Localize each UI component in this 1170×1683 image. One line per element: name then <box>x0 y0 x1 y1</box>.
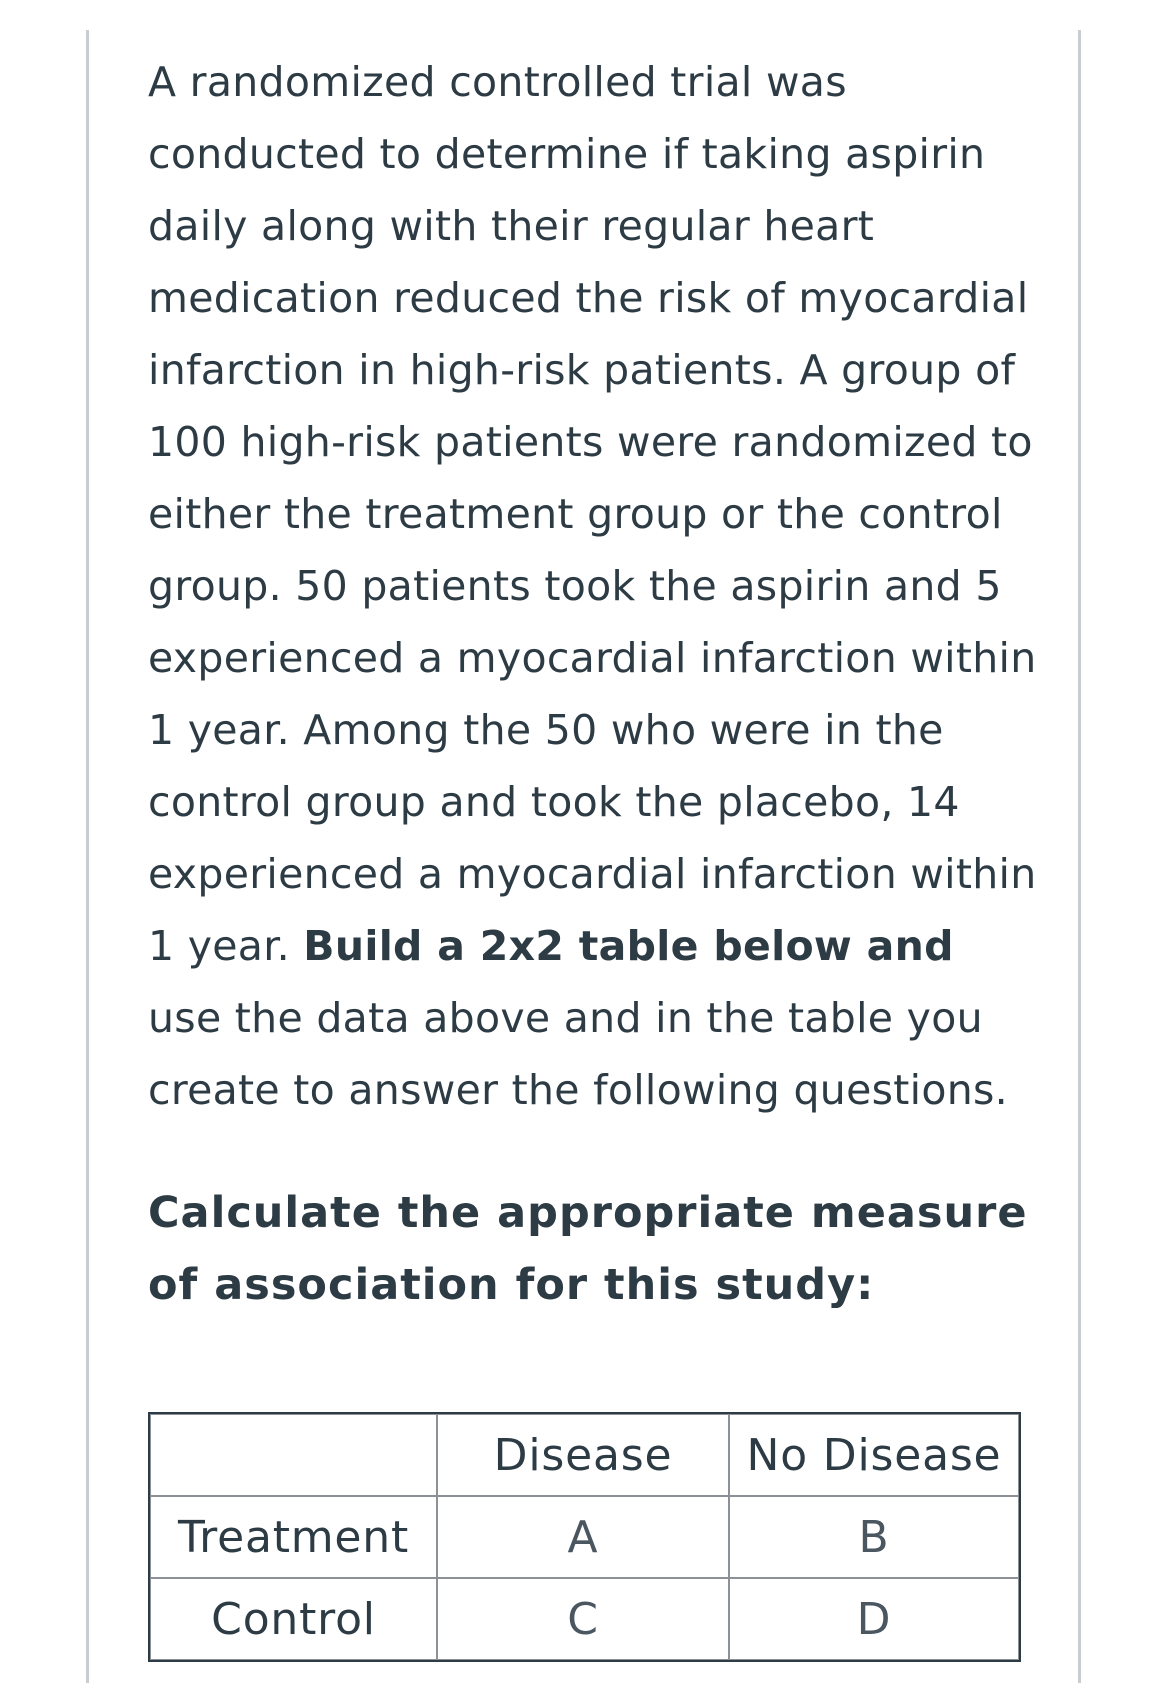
table-corner-cell <box>150 1414 437 1496</box>
contingency-table <box>148 1412 1021 1662</box>
question-text-part-2: use the data above and in the table you create to answer the following questions. <box>148 994 1008 1114</box>
cell-c: C <box>437 1578 729 1660</box>
question-body <box>148 46 1048 1321</box>
row-label-control: Control <box>150 1578 437 1660</box>
table-header-row <box>150 1414 1019 1496</box>
column-header-disease: Disease <box>437 1414 729 1496</box>
table-row <box>150 1578 1019 1660</box>
cell-b: B <box>729 1496 1019 1578</box>
column-header-no-disease: No Disease <box>729 1414 1019 1496</box>
table-row <box>150 1496 1019 1578</box>
cell-d: D <box>729 1578 1019 1660</box>
contingency-table-wrapper <box>148 1412 1021 1662</box>
question-paragraph <box>148 46 1038 1126</box>
row-label-treatment: Treatment <box>150 1496 437 1578</box>
question-prompt: Calculate the appropriate measure of association for this study: <box>148 1188 1028 1310</box>
cell-a: A <box>437 1496 729 1578</box>
question-text-part-1: A randomized controlled trial was conducted to determine if taking aspirin daily along with their regular heart medication reduced the risk of myocardial infarction in high-risk patients. A group of 100 high-risk patients were randomized to either the treatment group or the control group. 50 patients took the aspirin and 5 experienced a myocardial infarction within 1 year. Among the 50 who were in the control group and took the placebo, 14 experienced a myocardial infarction within 1 year. <box>148 58 1037 970</box>
question-bold-instruction: Build a 2x2 table below and <box>303 922 954 970</box>
